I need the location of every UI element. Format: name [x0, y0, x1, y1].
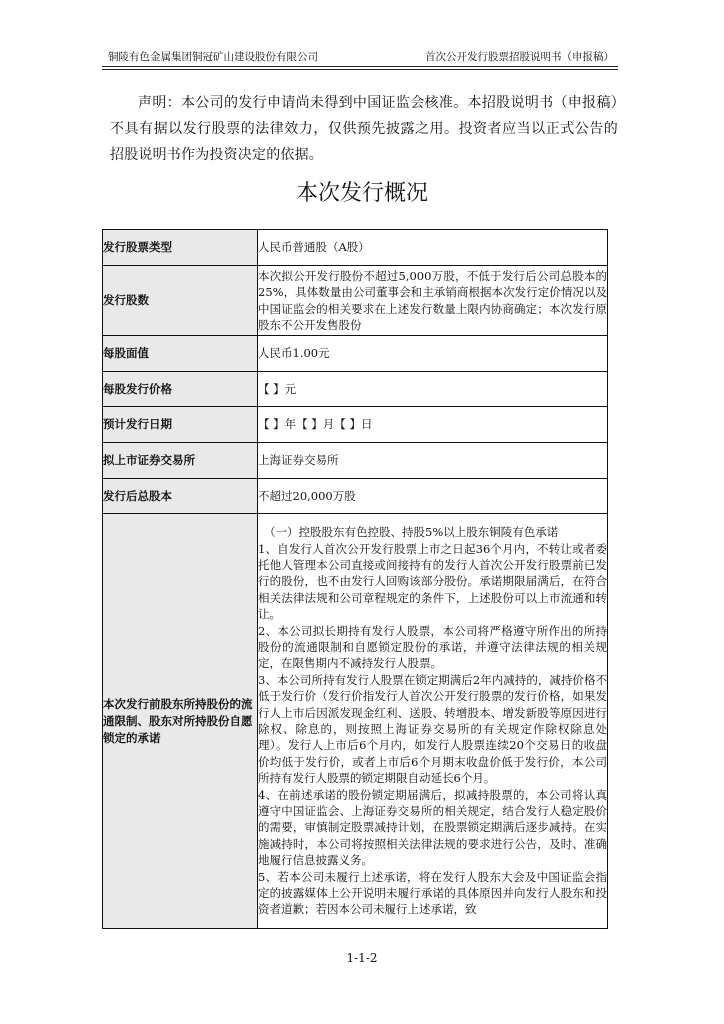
statement-paragraph: 声明：本公司的发行申请尚未得到中国证监会核准。本招股说明书（申报稿）不具有据以发行股票的法律效力，仅供预先披露之用。投资者应当以正式公告的招股说明书作为投资决定的依据。 [110, 95, 618, 163]
commitment-paragraph: 3、本公司所持有发行人股票在锁定期满后2年内减持的，减持价格不低于发行价（发行价指发行人首次公开发行股票的发行价格，如果发行人上市后因派发现金红利、送股、转增股本、增发新股等原因进行除权、除息的，则按照上海证券交易所的有关规定作除权除息处理）。发行人上市后6个月内，如发行人股票连续20个交易日的收盘价均低于发行价，或者上市后6个月期末收盘价低于发行价，本公司所持有发行人股票的锁定期限自动延长6个月。 [258, 672, 607, 786]
table-row [103, 372, 608, 407]
commitment-paragraph: 5、若本公司未履行上述承诺，将在发行人股东大会及中国证监会指定的披露媒体上公开说明未履行承诺的具体原因并向发行人股东和投资者道歉；若因本公司未履行上述承诺，致 [258, 869, 607, 917]
header-company: 铜陵有色金属集团铜冠矿山建设股份有限公司 [108, 51, 318, 63]
row-value: 不超过20,000万股 [258, 479, 608, 514]
page-number: 1-1-2 [346, 951, 378, 965]
table-row [103, 336, 608, 372]
row-label: 发行股票类型 [103, 230, 258, 266]
row-label: 预计发行日期 [103, 407, 258, 443]
section-title: 本次发行概况 [295, 181, 428, 206]
row-value: 人民币1.00元 [258, 336, 608, 372]
commitment-paragraph: 1、自发行人首次公开发行股票上市之日起36个月内，不转让或者委托他人管理本公司直接或间接持有的发行人首次公开发行股票前已发行的股份，也不由发行人回购该部分股份。承诺期限届满后，在符合相关法律法规和公司章程规定的条件下，上述股份可以上市流通和转让。 [258, 541, 607, 622]
table-row [103, 443, 608, 479]
row-value: 【 】元 [258, 372, 608, 407]
commitment-paragraph: 2、本公司拟长期持有发行人股票，本公司将严格遵守所作出的所持股份的流通限制和自愿锁定股份的承诺，并遵守法律法规的相关规定，在限售期内不减持发行人股票。 [258, 623, 607, 671]
row-value: 人民币普通股（A股） [258, 230, 608, 266]
row-value: 上海证券交易所 [258, 443, 608, 479]
commitment-paragraph: 4、在前述承诺的股份锁定期届满后，拟减持股票的，本公司将认真遵守中国证监会、上海证券交易所的相关规定，结合发行人稳定股价的需要，审慎制定股票减持计划，在股票锁定期满后逐步减持。在实施减持时，本公司将按照相关法律法规的要求进行公告，及时、准确地履行信息披露义务。 [258, 787, 607, 868]
row-label: 每股发行价格 [103, 372, 258, 407]
offering-overview-table [102, 229, 608, 929]
table-row [103, 266, 608, 336]
row-label: 发行后总股本 [103, 479, 258, 514]
table-row [103, 230, 608, 266]
row-value: 本次拟公开发行股份不超过5,000万股，不低于发行后公司总股本的25%，具体数量由公司董事会和主承销商根据本次发行定价情况以及中国证监会的相关要求在上述发行数量上限内协商确定；本次发行原股东不公开发售股份 [258, 266, 608, 336]
table-row [103, 479, 608, 514]
row-label: 每股面值 [103, 336, 258, 372]
table-row [103, 407, 608, 443]
commitment-paragraph: （一）控股股东有色控股、持股5%以上股东铜陵有色承诺 [264, 525, 559, 540]
row-label: 拟上市证券交易所 [103, 443, 258, 479]
row-label: 本次发行前股东所持股份的流通限制、股东对所持股份自愿锁定的承诺 [103, 514, 258, 929]
page-header [102, 50, 618, 67]
header-rule [102, 69, 618, 70]
commitment-text [258, 514, 608, 929]
table-row [103, 514, 608, 929]
row-label: 发行股数 [103, 266, 258, 336]
header-doc-title: 首次公开发行股票招股说明书（申报稿） [425, 51, 614, 63]
row-value: 【 】年【 】月【 】日 [258, 407, 608, 443]
